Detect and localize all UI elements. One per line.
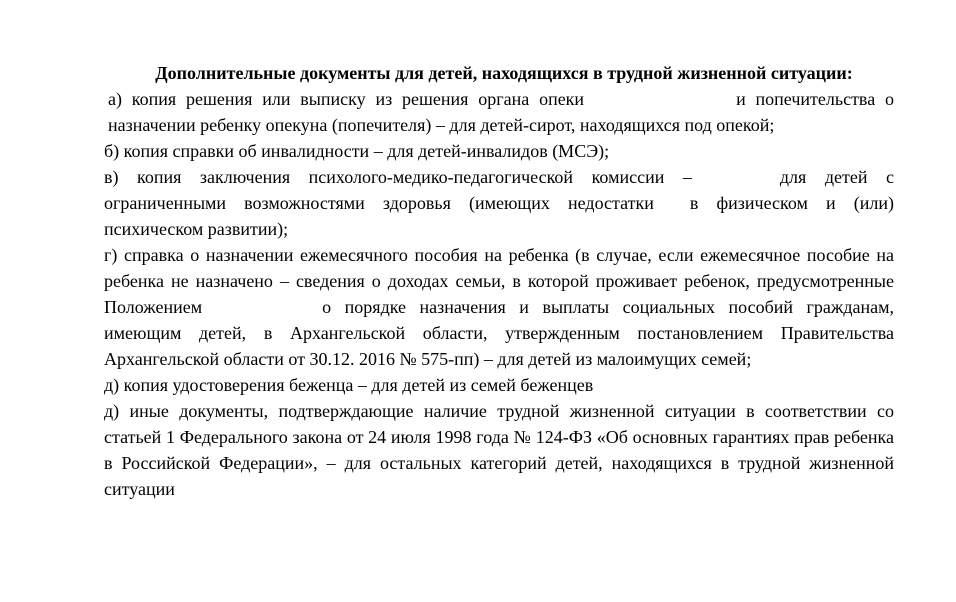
- list-item-a: [104, 86, 894, 138]
- document-body: [104, 60, 894, 502]
- list-item-d1: д) копия удостоверения беженца – для детей из семей беженцев: [104, 375, 594, 395]
- list-item-v: [104, 164, 894, 242]
- list-item-text: для детей с ограниченными возможностями здоровья (имеющих недостатки: [104, 167, 894, 213]
- list-item-text: в) копия заключения психолого-медико-педагогической комиссии –: [104, 167, 692, 187]
- list-item-text: о порядке назначения и выплаты социальных пособий гражданам, имеющим детей, в Архангельской области, утвержденным постановлением Правительства Архангельской области от 30.12. 2016 № 575-пп) – для детей из малоимущих семей;: [104, 297, 894, 369]
- document-title: Дополнительные документы для детей, находящихся в трудной жизненной ситуации:: [155, 63, 853, 83]
- list-item-text: в физическом и (или) психическом развитии);: [104, 193, 895, 239]
- list-item-b: б) копия справки об инвалидности – для детей-инвалидов (МСЭ);: [104, 141, 610, 161]
- list-item-text: и попечительства о назначении ребенку опекуна (попечителя) – для детей-сирот, находящихся под опекой;: [108, 89, 895, 135]
- list-item-text: г) справка о назначении ежемесячного пособия на ребенка (в случае, если ежемесячное пособие на ребенка не назначено – сведения о доходах семьи, в которой проживает ребенок, предусмотренные Положением: [104, 245, 894, 317]
- list-item-text: а) копия решения или выписку из решения органа опеки: [108, 89, 585, 109]
- list-item-g: [104, 242, 894, 372]
- list-item-d2: д) иные документы, подтверждающие наличие трудной жизненной ситуации в соответствии со статьей 1 Федерального закона от 24 июля 1998 года № 124-ФЗ «Об основных гарантиях прав ребенка в Российской Федерации», – для остальных категорий детей, находящихся в трудной жизненной ситуации: [104, 401, 894, 499]
